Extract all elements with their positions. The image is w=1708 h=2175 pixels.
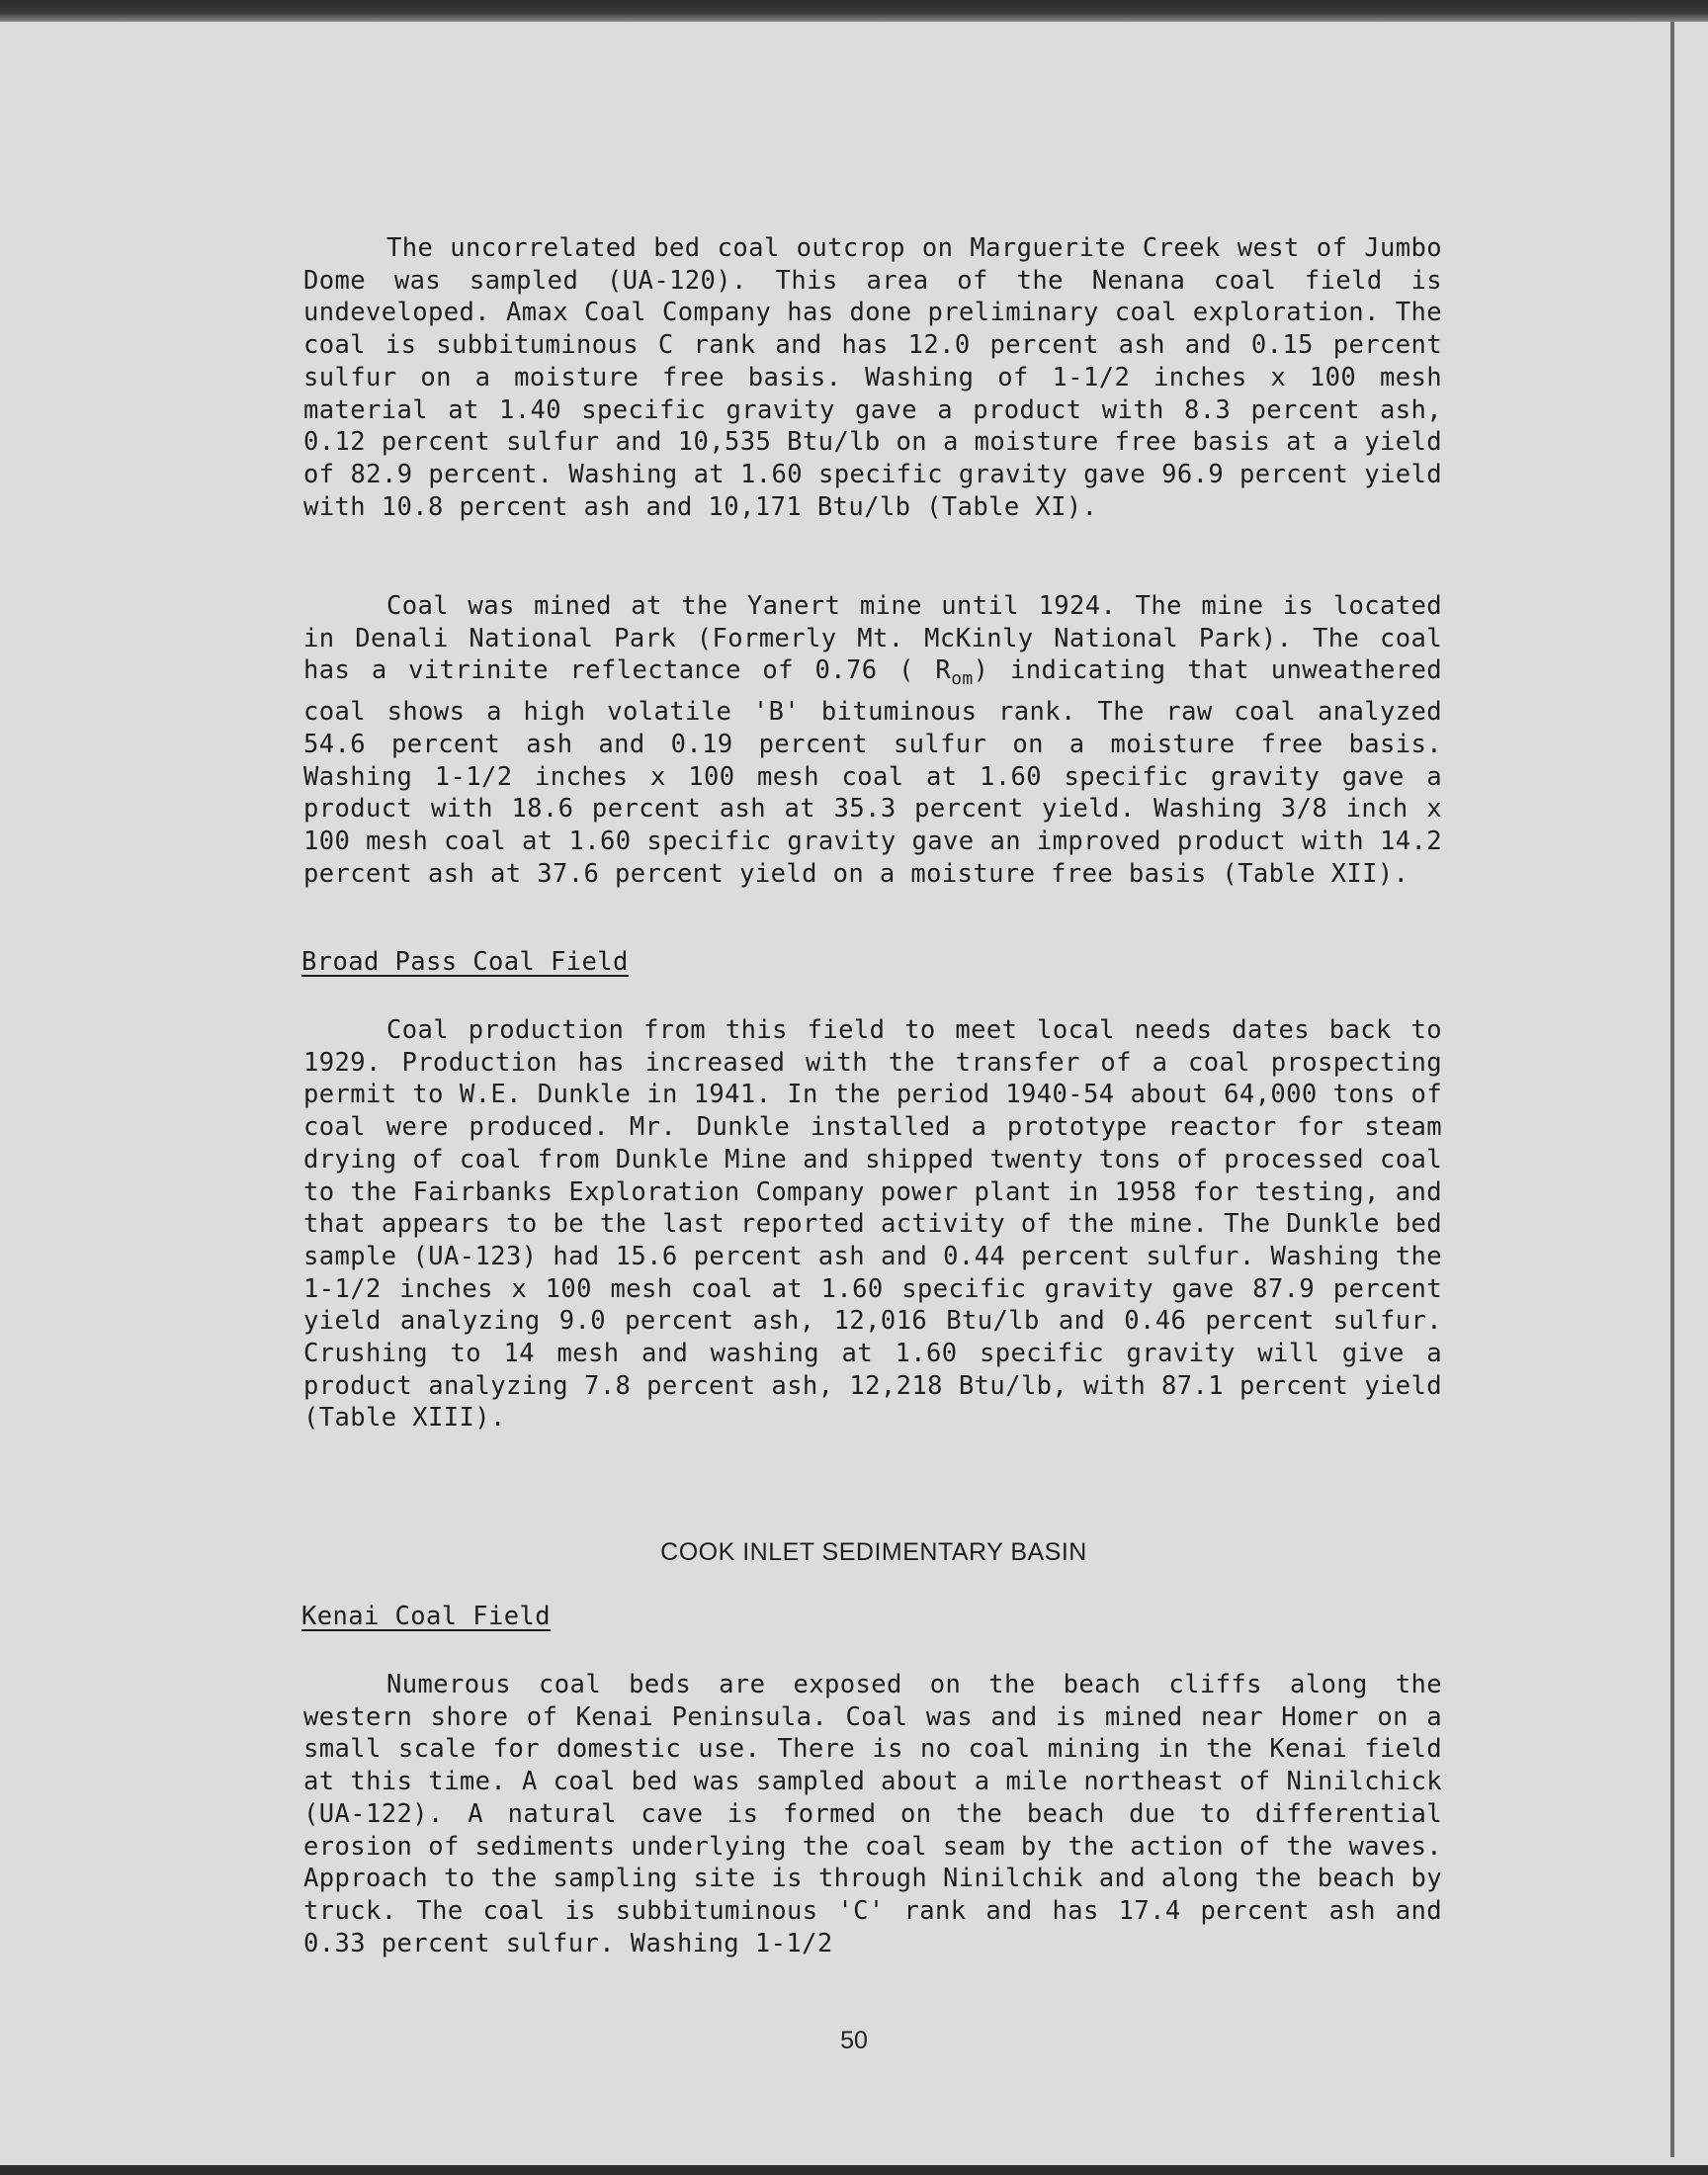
heading-kenai-coal-field: Kenai Coal Field bbox=[301, 1602, 552, 1631]
paragraph-text bbox=[303, 590, 1442, 890]
paragraph-yanert-mine bbox=[303, 590, 1442, 890]
paragraph-kenai bbox=[303, 1669, 1442, 1959]
scan-top-edge bbox=[0, 0, 1708, 22]
paragraph-text-part: ) indicating that unweathered coal shows a high volatile 'B' bituminous rank. The raw coal analyzed 54.6 percent ash and 0.19 percent sulfur on a moisture free basis. Washing 1-1/2 inches x 100 mesh coal at 1.60 specific gravity gave a product with 18.6 percent ash at 35.3 percent yield. Washing 3/8 inch x 100 mesh coal at 1.60 specific gravity gave an improved product with 14.2 percent ash at 37.6 percent yield on a moisture free basis (Table XII). bbox=[303, 655, 1442, 889]
paragraph-broad-pass bbox=[303, 1014, 1442, 1435]
page-number: 50 bbox=[840, 2027, 868, 2054]
paragraph-marguerite-creek bbox=[303, 232, 1442, 523]
heading-broad-pass-coal-field: Broad Pass Coal Field bbox=[301, 947, 629, 977]
paragraph-text: The uncorrelated bed coal outcrop on Marguerite Creek west of Jumbo Dome was sampled (UA-120). This area of the Nenana coal field is undeveloped. Amax Coal Company has done preliminary coal exploration. The coal is subbituminous C rank and has 12.0 percent ash and 0.15 percent sulfur on a moisture free basis. Washing of 1-1/2 inches x 100 mesh material at 1.40 specific gravity gave a product with 8.3 percent ash, 0.12 percent sulfur and 10,535 Btu/lb on a moisture free basis at a yield of 82.9 percent. Washing at 1.60 specific gravity gave 96.9 percent yield with 10.8 percent ash and 10,171 Btu/lb (Table XI). bbox=[303, 233, 1442, 522]
scan-bottom-edge bbox=[0, 2165, 1708, 2175]
paragraph-text: Numerous coal beds are exposed on the beach cliffs along the western shore of Kenai Peninsula. Coal was and is mined near Homer on a small scale for domestic use. There is no coal mining in the Kenai field at this time. A coal bed was sampled about a mile northeast of Ninilchick (UA-122). A natural cave is formed on the beach due to differential erosion of sediments underlying the coal seam by the action of the waves. Approach to the sampling site is through Ninilchik and along the beach by truck. The coal is subbituminous 'C' rank and has 17.4 percent ash and 0.33 percent sulfur. Washing 1-1/2 bbox=[303, 1670, 1442, 1958]
reflectance-subscript: om bbox=[951, 668, 974, 690]
paragraph-text: Coal production from this field to meet local needs dates back to 1929. Production has increased with the transfer of a coal prospecting permit to W.E. Dunkle in 1941. In the period 1940-54 about 64,000 tons of coal were produced. Mr. Dunkle installed a prototype reactor for steam drying of coal from Dunkle Mine and shipped twenty tons of processed coal to the Fairbanks Exploration Company power plant in 1958 for testing, and that appears to be the last reported activity of the mine. The Dunkle bed sample (UA-123) had 15.6 percent ash and 0.44 percent sulfur. Washing the 1-1/2 inches x 100 mesh coal at 1.60 specific gravity gave 87.9 percent yield analyzing 9.0 percent ash, 12,016 Btu/lb and 0.46 percent sulfur. Crushing to 14 mesh and washing at 1.60 specific gravity will give a product analyzing 7.8 percent ash, 12,218 Btu/lb, with 87.1 percent yield (Table XIII). bbox=[303, 1015, 1442, 1434]
scan-right-edge bbox=[1670, 22, 1674, 2157]
paragraph-text-part: Coal was mined at the Yanert mine until 1924. The mine is located in Denali National Park (Formerly Mt. McKinly National Park). The coal has a vitrinite reflectance of 0.76 ( R bbox=[303, 591, 1442, 686]
heading-cook-inlet-basin: COOK INLET SEDIMENTARY BASIN bbox=[660, 1538, 1087, 1566]
